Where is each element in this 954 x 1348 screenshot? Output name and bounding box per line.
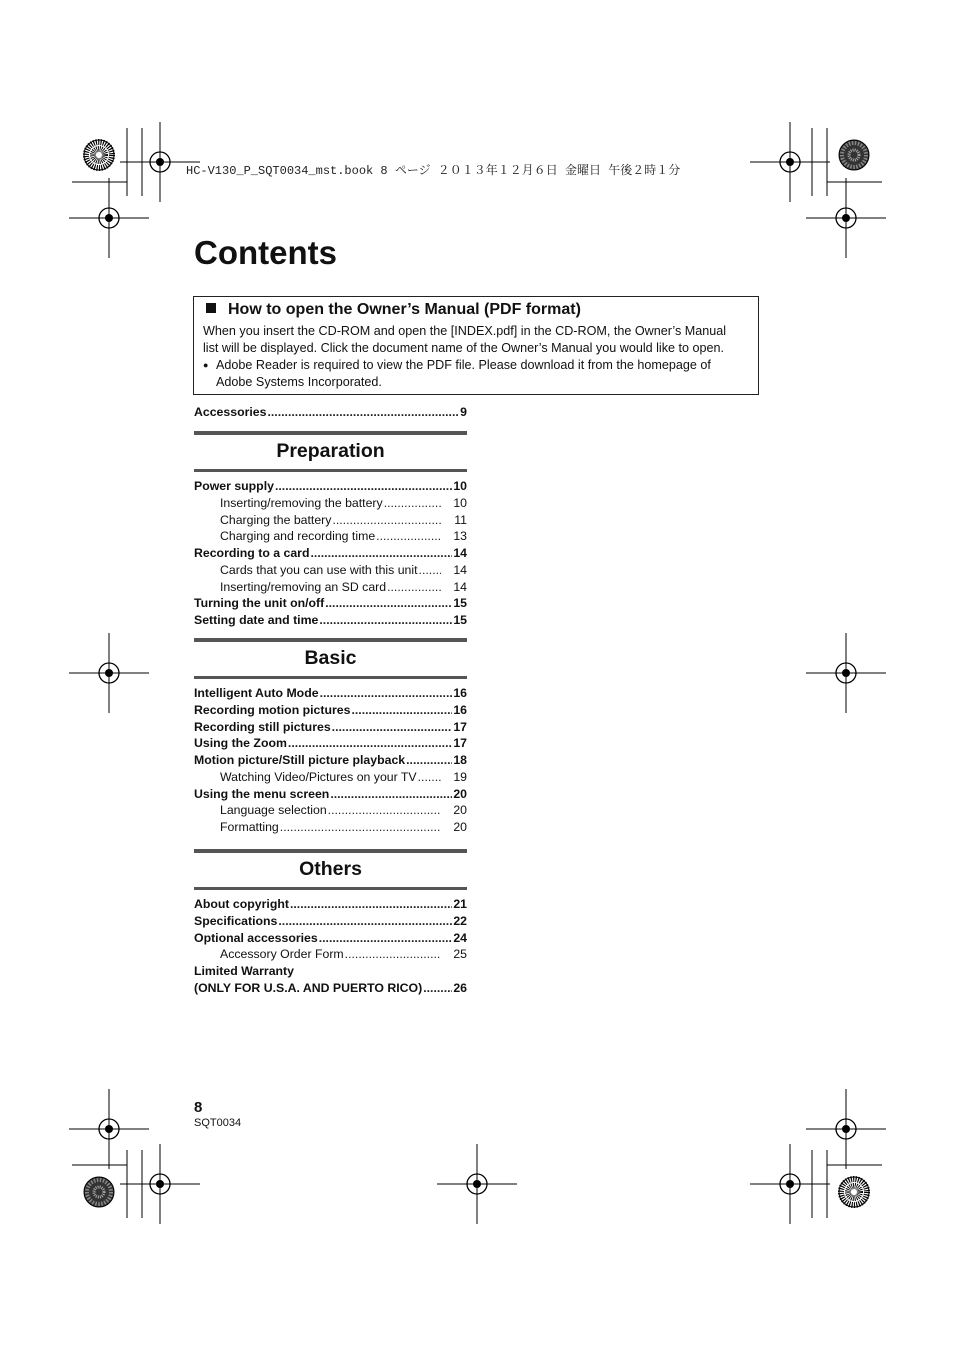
- section-header-preparation: [194, 431, 467, 472]
- page-number: 8: [194, 1099, 203, 1116]
- pdf-manual-info-box: [193, 296, 759, 395]
- toc-subentry[interactable]: Inserting/removing an SD card ..... 14: [194, 579, 467, 596]
- toc-entry[interactable]: Recording to a card ..... 14: [194, 545, 467, 562]
- toc-entry[interactable]: Using the menu screen ..... 20: [194, 786, 467, 803]
- toc-subentry[interactable]: Charging and recording time ..... 13: [194, 528, 467, 545]
- toc-entry[interactable]: Recording still pictures ..... 17: [194, 719, 467, 736]
- toc-entry[interactable]: (ONLY FOR U.S.A. AND PUERTO RICO) ..... 26: [194, 980, 467, 997]
- section-header-basic: [194, 638, 467, 679]
- toc-entry[interactable]: Optional accessories ..... 24: [194, 930, 467, 947]
- toc-entry[interactable]: Power supply ..... 10: [194, 478, 467, 495]
- info-box-line: list will be displayed. Click the document name of the Owner’s Manual you would like to open.: [203, 341, 725, 355]
- toc-subentry[interactable]: Watching Video/Pictures on your TV ..... 19: [194, 769, 467, 786]
- toc-subentry[interactable]: Charging the battery ..... 11: [194, 512, 467, 529]
- book-header-line: HC-V130_P_SQT0034_mst.book 8 ページ ２０１３年１２月６日 金曜日 午後２時１分: [186, 164, 681, 178]
- toc-subentry[interactable]: Accessory Order Form ..... 25: [194, 946, 467, 963]
- section-title: Basic: [304, 647, 357, 669]
- section-title: Preparation: [276, 440, 385, 462]
- toc-entry[interactable]: Recording motion pictures ..... 16: [194, 702, 467, 719]
- toc-subentry[interactable]: Inserting/removing the battery ..... 10: [194, 495, 467, 512]
- toc-entry[interactable]: Intelligent Auto Mode ..... 16: [194, 685, 467, 702]
- toc-entry[interactable]: Turning the unit on/off ..... 15: [194, 595, 467, 612]
- toc-entry[interactable]: Specifications ..... 22: [194, 913, 467, 930]
- toc-basic-list: [194, 685, 467, 836]
- toc-entry[interactable]: Accessories ..... 9: [194, 404, 467, 421]
- toc-entry[interactable]: Limited Warranty: [194, 964, 294, 978]
- toc-entry[interactable]: About copyright ..... 21: [194, 896, 467, 913]
- toc-preparation-list: [194, 478, 467, 629]
- toc-entry[interactable]: Using the Zoom ..... 17: [194, 735, 467, 752]
- toc-others-list: [194, 896, 467, 997]
- info-box-heading: How to open the Owner’s Manual (PDF format): [203, 301, 749, 319]
- toc-subentry[interactable]: Formatting ..... 20: [194, 819, 467, 836]
- info-box-line: When you insert the CD-ROM and open the [INDEX.pdf] in the CD-ROM, the Owner’s Manual: [203, 324, 727, 338]
- toc-subentry[interactable]: Cards that you can use with this unit ..... 14: [194, 562, 467, 579]
- info-box-bullet-cont: Adobe Systems Incorporated.: [216, 375, 382, 389]
- toc-subentry[interactable]: Language selection ..... 20: [194, 802, 467, 819]
- toc-entry[interactable]: Motion picture/Still picture playback ..... 18: [194, 752, 467, 769]
- square-bullet-icon: [206, 303, 216, 313]
- info-box-bullet: ● Adobe Reader is required to view the PDF file. Please download it from the homepage of: [203, 357, 749, 374]
- section-title: Others: [299, 858, 362, 880]
- page-title: Contents: [194, 234, 337, 271]
- toc-entry[interactable]: Setting date and time ..... 15: [194, 612, 467, 629]
- section-header-others: [194, 849, 467, 890]
- toc-accessories: [194, 404, 467, 421]
- document-code: SQT0034: [194, 1117, 242, 1129]
